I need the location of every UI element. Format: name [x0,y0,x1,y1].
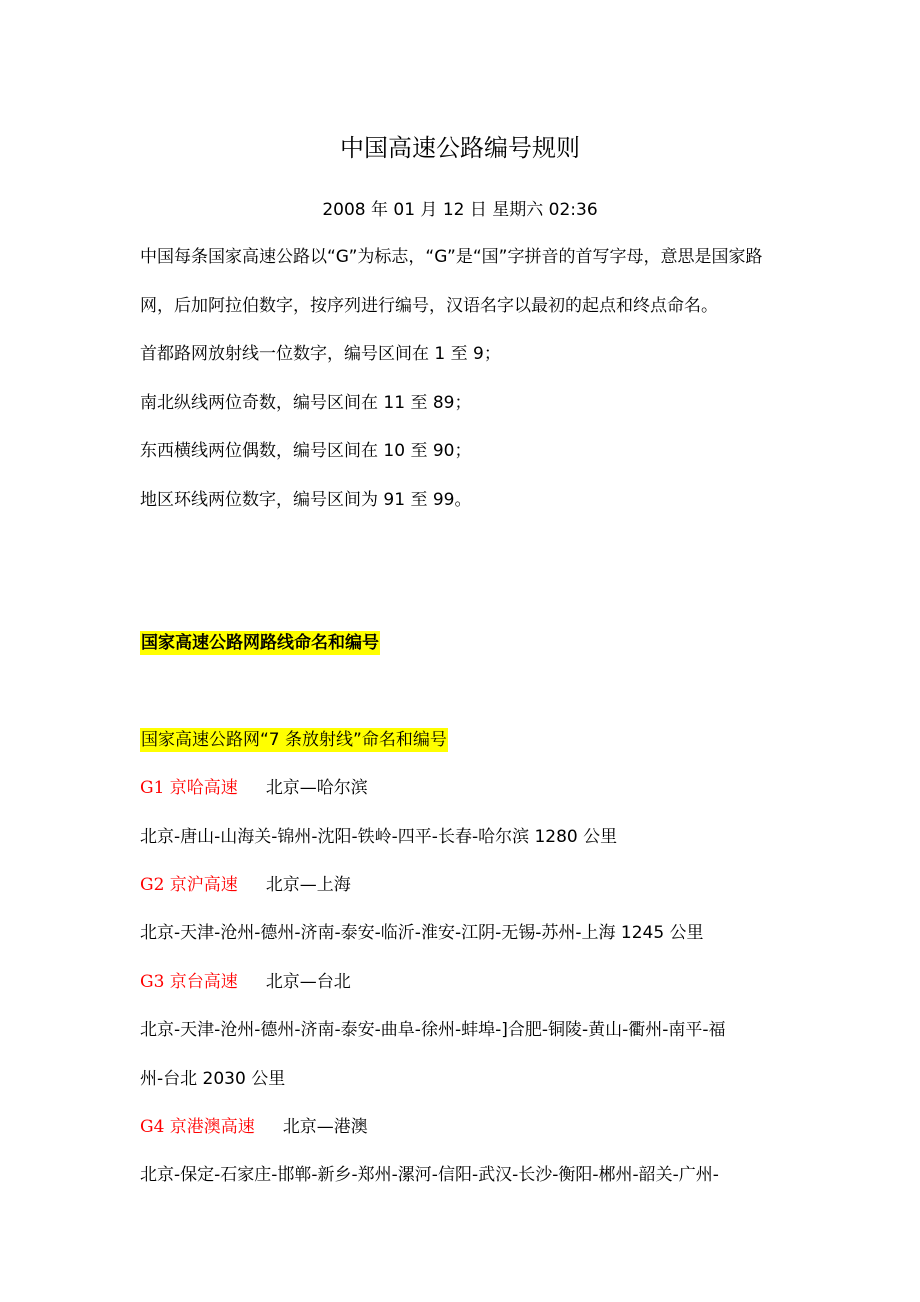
document-date: 2008 年 01 月 12 日 星期六 02:36 [322,200,598,220]
section-heading-text: 国家高速公路网路线命名和编号 [141,633,379,653]
rule-radial-lines: 首都路网放射线一位数字，编号区间在 1 至 9； [140,344,501,364]
rule-ring-lines: 地区环线两位数字，编号区间为 91 至 99。 [140,490,472,510]
rule-north-south-lines: 南北纵线两位奇数，编号区间在 11 至 89； [140,393,472,413]
route-heading-g4 [140,1114,368,1140]
route-span: 北京—哈尔滨 [265,778,368,798]
route-heading-g2 [140,872,351,898]
route-span: 北京—上海 [265,875,351,895]
rule-east-west-lines: 东西横线两位偶数，编号区间在 10 至 90； [140,441,472,461]
route-code: G2 京沪高速 [140,875,238,895]
subsection-heading [140,727,448,753]
document-title: 中国高速公路编号规则 [340,134,580,162]
route-code: G4 京港澳高速 [140,1117,255,1137]
route-code: G1 京哈高速 [140,778,238,798]
section-heading [140,630,380,656]
route-path-g2: 北京-天津-沧州-德州-济南-泰安-临沂-淮安-江阴-无锡-苏州-上海 1245 公里 [140,923,704,943]
intro-paragraph-line-1: 中国每条国家高速公路以“G”为标志，“G”是“国”字拼音的首写字母，意思是国家路 [140,247,763,267]
route-span: 北京—台北 [265,972,351,992]
subsection-heading-text: 国家高速公路网“7 条放射线”命名和编号 [141,730,447,750]
route-path-g4: 北京-保定-石家庄-邯郸-新乡-郑州-漯河-信阳-武汉-长沙-衡阳-郴州-韶关-广州- [140,1165,719,1185]
route-heading-g1 [140,775,368,801]
route-span: 北京—港澳 [282,1117,368,1137]
intro-paragraph-line-2: 网，后加阿拉伯数字，按序列进行编号，汉语名字以最初的起点和终点命名。 [140,296,718,316]
route-path-g3-line-2: 州-台北 2030 公里 [140,1069,286,1089]
route-code: G3 京台高速 [140,972,238,992]
route-path-g3-line-1: 北京-天津-沧州-德州-济南-泰安-曲阜-徐州-蚌埠-]合肥-铜陵-黄山-衢州-南平-福 [140,1020,726,1040]
route-path-g1: 北京-唐山-山海关-锦州-沈阳-铁岭-四平-长春-哈尔滨 1280 公里 [140,827,618,847]
route-heading-g3 [140,969,351,995]
